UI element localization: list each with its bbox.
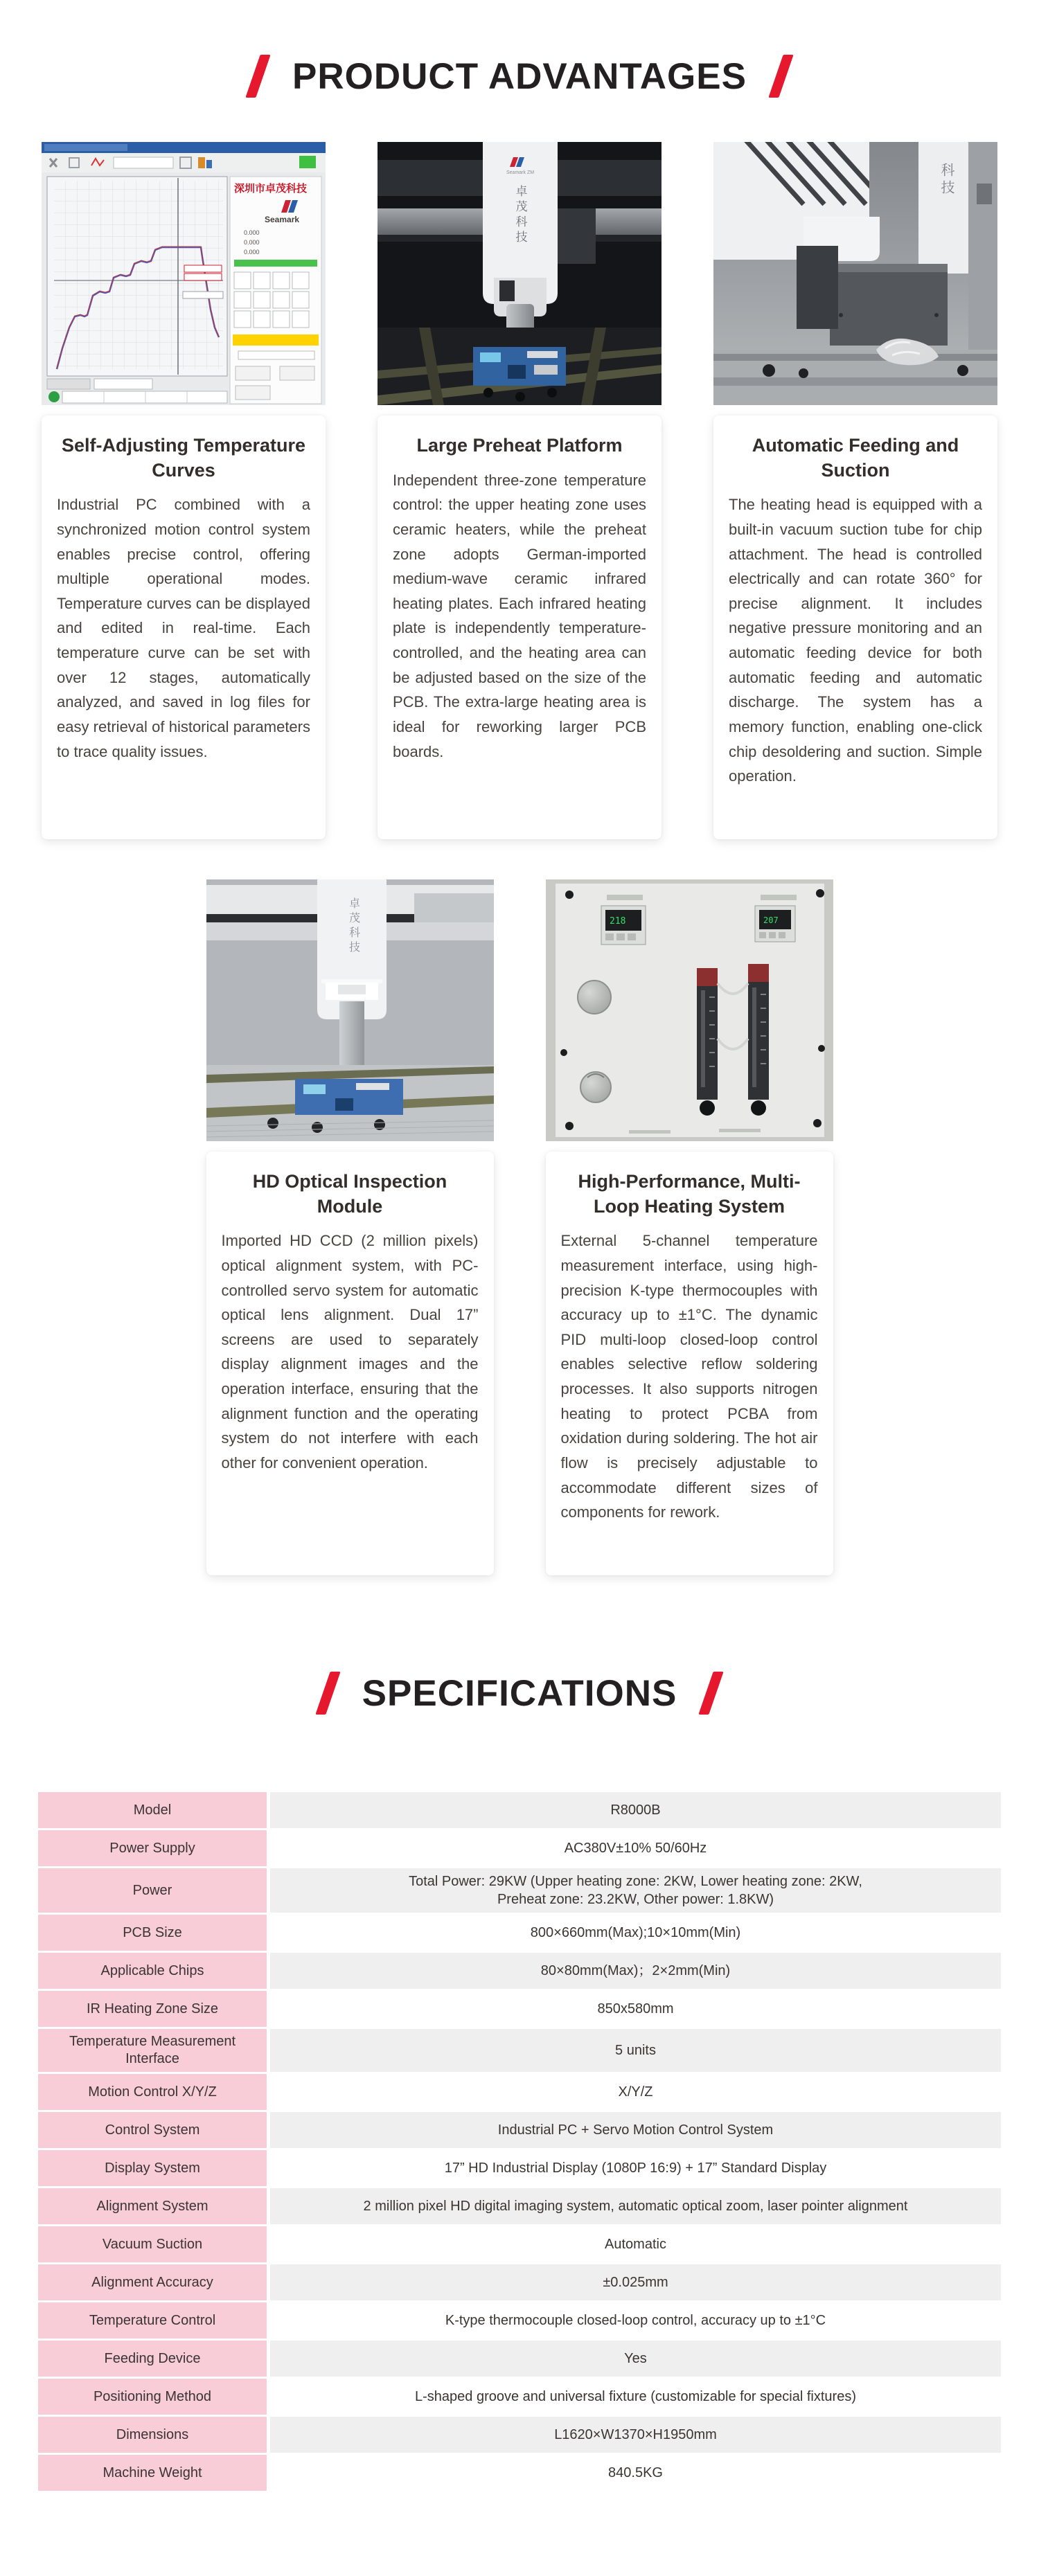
spec-label: Model [38, 1792, 267, 1828]
spec-label: Vacuum Suction [38, 2226, 267, 2262]
spec-value: Total Power: 29KW (Upper heating zone: 2KW, Lower heating zone: 2KW, Preheat zone: 23.2KW, Other power: 1.8KW) [270, 1868, 1001, 1913]
optical-module-illustration [206, 879, 494, 1141]
control-panel-photo [546, 879, 833, 1141]
readout-value: 0.000 [244, 229, 260, 236]
advantage-card-title: Automatic Feeding and Suction [752, 435, 959, 481]
advantage-column-heating-system [546, 879, 833, 1575]
advantage-card-preheat-platform [378, 415, 661, 839]
advantage-column-temperature-curves [42, 142, 326, 839]
spec-label: Feeding Device [38, 2341, 267, 2377]
preheat-platform-photo [378, 142, 661, 405]
advantage-card-title: Self-Adjusting Temperature Curves [61, 435, 306, 481]
spec-label: IR Heating Zone Size [38, 1991, 267, 2027]
spec-value: Yes [270, 2341, 1001, 2377]
svg-text:207: 207 [763, 915, 779, 925]
red-slash-icon [699, 1672, 724, 1715]
spec-label: Alignment System [38, 2188, 267, 2224]
svg-text:218: 218 [609, 916, 625, 927]
readout-value: 0.000 [244, 249, 260, 256]
spec-row-dimensions [38, 2417, 1001, 2453]
advantage-card-temperature-curves [42, 415, 326, 839]
spec-value: Automatic [270, 2226, 1001, 2262]
readout-value: 0.000 [244, 239, 260, 246]
advantages-row-2 [0, 879, 1039, 1575]
spec-label: Dimensions [38, 2417, 267, 2453]
spec-label: Power Supply [38, 1830, 267, 1866]
spec-row-feeding-device [38, 2341, 1001, 2377]
spec-row-motion-control [38, 2074, 1001, 2110]
head-cjk-text: 卓茂科技 [513, 185, 527, 246]
spec-label: Power [38, 1868, 267, 1913]
spec-row-model [38, 1792, 1001, 1828]
spec-label: Alignment Accuracy [38, 2264, 267, 2300]
spec-row-power-supply [38, 1830, 1001, 1866]
spec-value: K-type thermocouple closed-loop control, accuracy up to ±1°C [270, 2302, 1001, 2338]
spec-value: L-shaped groove and universal fixture (customizable for special fixtures) [270, 2379, 1001, 2415]
head-brand-text: Seamark ZM [506, 170, 535, 175]
spec-value: 840.5KG [270, 2455, 1001, 2491]
machine-feeding-illustration [713, 142, 997, 405]
specifications-section [0, 1655, 1039, 2491]
spec-row-applicable-chips [38, 1953, 1001, 1989]
spec-value: X/Y/Z [270, 2074, 1001, 2110]
specifications-table [38, 1792, 1001, 2491]
spec-row-control-system [38, 2112, 1001, 2148]
spec-label: Applicable Chips [38, 1953, 267, 1989]
advantage-card-body: The heating head is equipped with a built-in vacuum suction tube for chip attachment. The head is controlled electrically and can rotate 360° for precise alignment. It includes negative pressure monitoring and an automatic feeding device for both automatic feeding and automatic discharge. The system has a memory function, enabling one-click chip desoldering and suction. Simple operation. [729, 496, 982, 785]
advantages-row-1 [0, 142, 1039, 839]
control-panel-illustration [546, 879, 833, 1141]
software-brand-text: Seamark [265, 215, 300, 224]
software-screenshot-illustration [42, 142, 326, 405]
spec-row-ir-heating-zone [38, 1991, 1001, 2027]
machine-head-dark-illustration [378, 142, 661, 405]
advantage-card-heating-system [546, 1152, 833, 1575]
spec-value: Industrial PC + Servo Motion Control System [270, 2112, 1001, 2148]
advantage-card-title: High-Performance, Multi-Loop Heating System [578, 1171, 801, 1217]
spec-value: 80×80mm(Max)；2×2mm(Min) [270, 1953, 1001, 1989]
spec-label: Positioning Method [38, 2379, 267, 2415]
temperature-curve-software-photo [42, 142, 326, 405]
advantage-card-body: Imported HD CCD (2 million pixels) optical alignment system, with PC-controlled servo system for automatic optical lens alignment. Dual 17” screens are used to separately display alignment images and the operation interface, ensuring that the alignment function and the operating system do not interfere with each other for convenient operation. [221, 1232, 479, 1472]
spec-row-alignment-system [38, 2188, 1001, 2224]
spec-row-machine-weight [38, 2455, 1001, 2491]
red-slash-icon [245, 55, 270, 98]
spec-row-vacuum-suction [38, 2226, 1001, 2262]
spec-value: 5 units [270, 2029, 1001, 2072]
spec-row-pcb-size [38, 1915, 1001, 1951]
spec-value: ±0.025mm [270, 2264, 1001, 2300]
specifications-header [0, 1655, 1039, 1731]
spec-value: 2 million pixel HD digital imaging system, automatic optical zoom, laser pointer alignment [270, 2188, 1001, 2224]
advantage-column-optical-module [206, 879, 494, 1575]
spec-value: 800×660mm(Max);10×10mm(Min) [270, 1915, 1001, 1951]
advantage-card-title: HD Optical Inspection Module [252, 1171, 447, 1217]
spec-label: PCB Size [38, 1915, 267, 1951]
advantage-card-feeding-suction [713, 415, 997, 839]
automatic-feeding-photo [713, 142, 997, 405]
spec-label: Display System [38, 2150, 267, 2186]
spec-row-temp-measurement [38, 2029, 1001, 2072]
spec-row-positioning-method [38, 2379, 1001, 2415]
spec-value: 850x580mm [270, 1991, 1001, 2027]
spec-label: Temperature Measurement Interface [38, 2029, 267, 2072]
spec-label: Motion Control X/Y/Z [38, 2074, 267, 2110]
software-company-text: 深圳市卓茂科技 [234, 183, 308, 195]
spec-value: 17” HD Industrial Display (1080P 16:9) + 17” Standard Display [270, 2150, 1001, 2186]
spec-row-display-system [38, 2150, 1001, 2186]
advantage-card-body: External 5-channel temperature measurement interface, using high-precision K-type thermocouples with accuracy up to ±1°C. The dynamic PID multi-loop closed-loop control enables selective reflow soldering processes. It also supports nitrogen heating to protect PCBA from oxidation during soldering. The hot air flow is precisely adjustable to accommodate different sizes of components for rework. [560, 1232, 818, 1521]
advantage-card-optical-module [206, 1152, 494, 1575]
head-cjk-text: 科技 [939, 163, 954, 197]
head-cjk-text: 卓茂科技 [347, 897, 359, 956]
advantage-column-preheat-platform [378, 142, 661, 839]
spec-value: R8000B [270, 1792, 1001, 1828]
red-slash-icon [315, 1672, 340, 1715]
spec-label: Temperature Control [38, 2302, 267, 2338]
advantage-card-title: Large Preheat Platform [416, 435, 623, 456]
advantages-header [0, 38, 1039, 114]
spec-row-temperature-control [38, 2302, 1001, 2338]
spec-row-alignment-accuracy [38, 2264, 1001, 2300]
spec-label: Control System [38, 2112, 267, 2148]
spec-value: AC380V±10% 50/60Hz [270, 1830, 1001, 1866]
optical-inspection-photo [206, 879, 494, 1141]
red-slash-icon [768, 55, 793, 98]
advantage-column-feeding-suction [713, 142, 997, 839]
advantage-card-body: Industrial PC combined with a synchronized motion control system enables precise control, offering multiple operational modes. Temperature curves can be displayed and edited in real-time. Each temperature curve can be set with over 12 stages, automatically analyzed, and saved in log files for easy retrieval of historical parameters to trace quality issues. [57, 496, 310, 760]
spec-label: Machine Weight [38, 2455, 267, 2491]
spec-value: L1620×W1370×H1950mm [270, 2417, 1001, 2453]
advantages-section-title: PRODUCT ADVANTAGES [292, 55, 747, 97]
advantage-card-body: Independent three-zone temperature control: the upper heating zone uses ceramic heaters, while the preheat zone adopts German-imported medium-wave ceramic infrared heating plates. Each infrared heating plate is independently temperature-controlled, and the heating area can be adjusted based on the size of the PCB. The extra-large heating area is ideal for reworking larger PCB boards. [393, 471, 646, 760]
specifications-section-title: SPECIFICATIONS [362, 1672, 677, 1714]
spec-row-power [38, 1868, 1001, 1913]
